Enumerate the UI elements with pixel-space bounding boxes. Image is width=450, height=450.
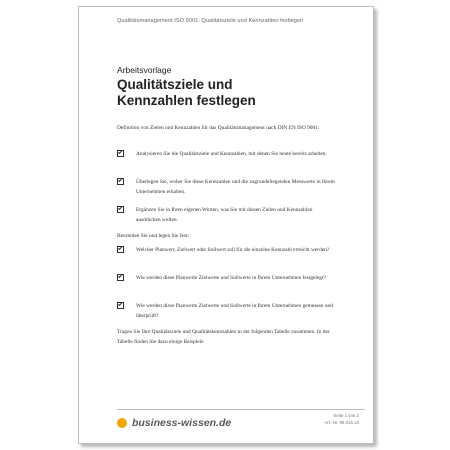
question-text: Wie werden diese Planwerte Zielwerte und Sollwerte in Ihrem Unternehmen gemessen und überprüft?	[136, 303, 333, 319]
checkbox-icon	[117, 150, 124, 157]
assess-intro: Beurteilen Sie und legen Sie fest:	[117, 233, 190, 239]
footer-divider	[117, 409, 365, 410]
running-header: Qualitätsmanagement ISO 9001: Qualitätsziele und Kennzahlen festlegen	[117, 18, 304, 24]
document-title	[117, 77, 256, 109]
document-title-line-2: Kennzahlen festlegen	[117, 93, 256, 108]
question-text: Welcher Planwert, Zielwert oder Sollwert soll für die einzelne Kennzahl erreicht werden?	[136, 247, 330, 253]
document-page	[78, 6, 374, 444]
logo-dot-icon	[117, 418, 127, 428]
checkbox-icon	[117, 302, 124, 309]
logo-text: business-wissen.de	[132, 417, 232, 429]
step-text: Ergänzen Sie in Ihren eigenen Worten, was Sie mit diesen Zielen und Kennzahlen ausdrücken wollen.	[136, 207, 313, 223]
footer-meta	[324, 412, 359, 426]
step-text: Analysieren Sie die Qualitätsziele und Kennzahlen, mit denen Sie heute bereits arbeiten.	[136, 151, 327, 157]
step-text: Überlegen Sie, woher Sie diese Kennzahlen und die zugrundeliegenden Messwerte in Ihrem Unternehmen erhalten.	[136, 179, 335, 195]
article-number: Art.-Nr. 99.015.13	[324, 420, 359, 425]
closing-paragraph: Tragen Sie Ihre Qualitätsziele und Qualitätskennzahlen in der folgenden Tabelle zusammen. In der Tabelle finden Sie dazu einige Beispiele	[117, 329, 330, 345]
checkbox-icon	[117, 246, 124, 253]
checkbox-icon	[117, 178, 124, 185]
intro-paragraph: Definition von Zielen und Kennzahlen für das Qualitätsmanagement nach DIN EN ISO 9001:	[117, 125, 320, 131]
brand-logo	[117, 417, 231, 429]
document-category: Arbeitsvorlage	[117, 65, 172, 75]
checkbox-icon	[117, 206, 124, 213]
document-title-line-1: Qualitätsziele und	[117, 77, 233, 92]
checkbox-icon	[117, 274, 124, 281]
question-text: Wie werden diese Planwerte Zielwerte und Sollwerte in Ihrem Unternehmen festgelegt?	[136, 275, 326, 281]
page-info: Seite 1 von 2	[333, 413, 359, 418]
